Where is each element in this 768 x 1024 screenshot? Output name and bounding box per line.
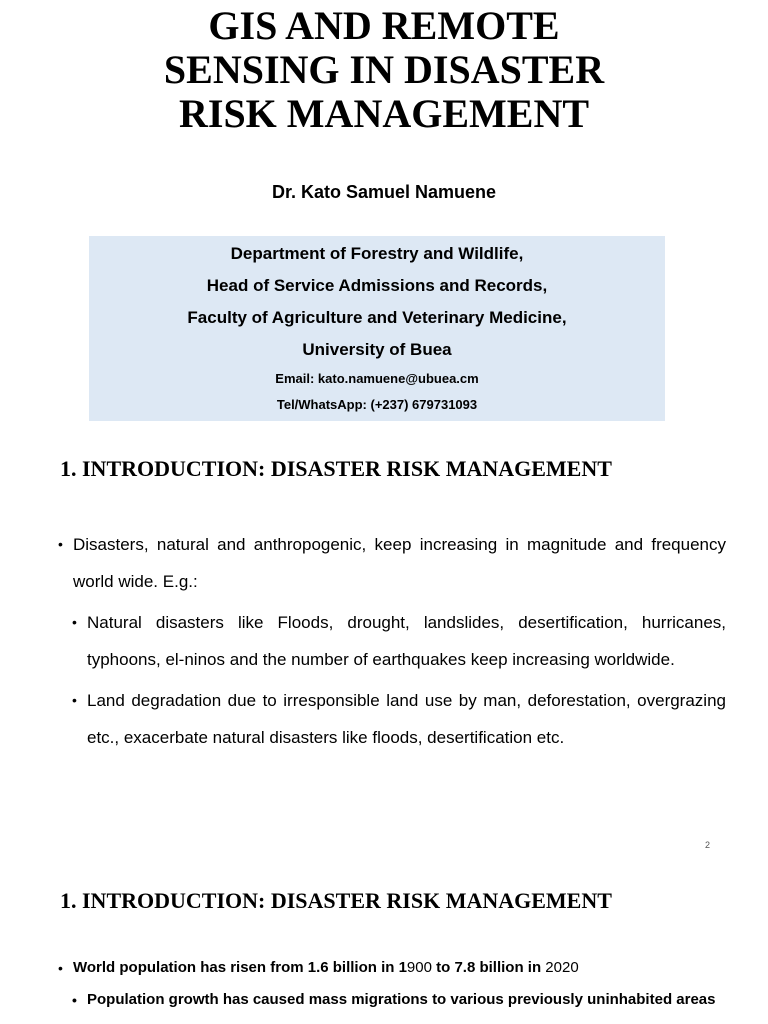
bullet-item: [58, 954, 726, 982]
bullet-text: .6 billion in 1: [316, 959, 407, 976]
intro-slide-2: [0, 862, 768, 1024]
section-title: 1. INTRODUCTION: DISASTER RISK MANAGEMENT: [60, 456, 612, 481]
affiliation-box: [89, 236, 665, 421]
affiliation-line: Faculty of Agriculture and Veterinary Medicine,: [187, 308, 567, 327]
bullet-list: [58, 526, 726, 760]
title-line: RISK MANAGEMENT: [178, 91, 590, 136]
bullet-text: 900: [406, 959, 432, 976]
intro-slide-1: [0, 430, 768, 862]
title-slide: [0, 0, 768, 430]
sub-bullet-item: • Land degradation due to irresponsible land use by man, deforestation, overgrazing etc., exacerbate natural disasters like floods, desertification etc.: [58, 682, 726, 756]
bullet-item: • Disasters, natural and anthropogenic, keep increasing in magnitude and frequency world wide. E.g.:: [58, 526, 726, 600]
bullet-text: World population has risen from 1: [73, 959, 317, 976]
bullet-list: [58, 954, 726, 1018]
presentation-title: [0, 4, 768, 136]
sub-bullet-item: • Population growth has caused mass migrations to various previously uninhabited areas: [58, 986, 726, 1014]
title-line: SENSING IN DISASTER: [163, 47, 605, 92]
section-title: 1. INTRODUCTION: DISASTER RISK MANAGEMENT: [60, 888, 612, 913]
phone-text: Tel/WhatsApp: (+237) 679731093: [276, 397, 478, 412]
page-number: 2: [704, 840, 710, 850]
bullet-text: to 7.8 billion in: [431, 959, 546, 976]
title-line: GIS AND REMOTE: [208, 3, 560, 48]
affiliation-line: Head of Service Admissions and Records,: [206, 276, 548, 295]
author-name: Dr. Kato Samuel Namuene: [271, 182, 497, 202]
affiliation-line: University of Buea: [302, 340, 452, 359]
affiliation-line: Department of Forestry and Wildlife,: [230, 244, 524, 263]
bullet-text: 2020: [545, 959, 579, 976]
sub-bullet-item: • Natural disasters like Floods, drought, landslides, desertification, hurricanes, typhoons, el-ninos and the number of earthquakes keep increasing worldwide.: [58, 604, 726, 678]
email-text: Email: kato.namuene@ubuea.cm: [275, 371, 479, 386]
